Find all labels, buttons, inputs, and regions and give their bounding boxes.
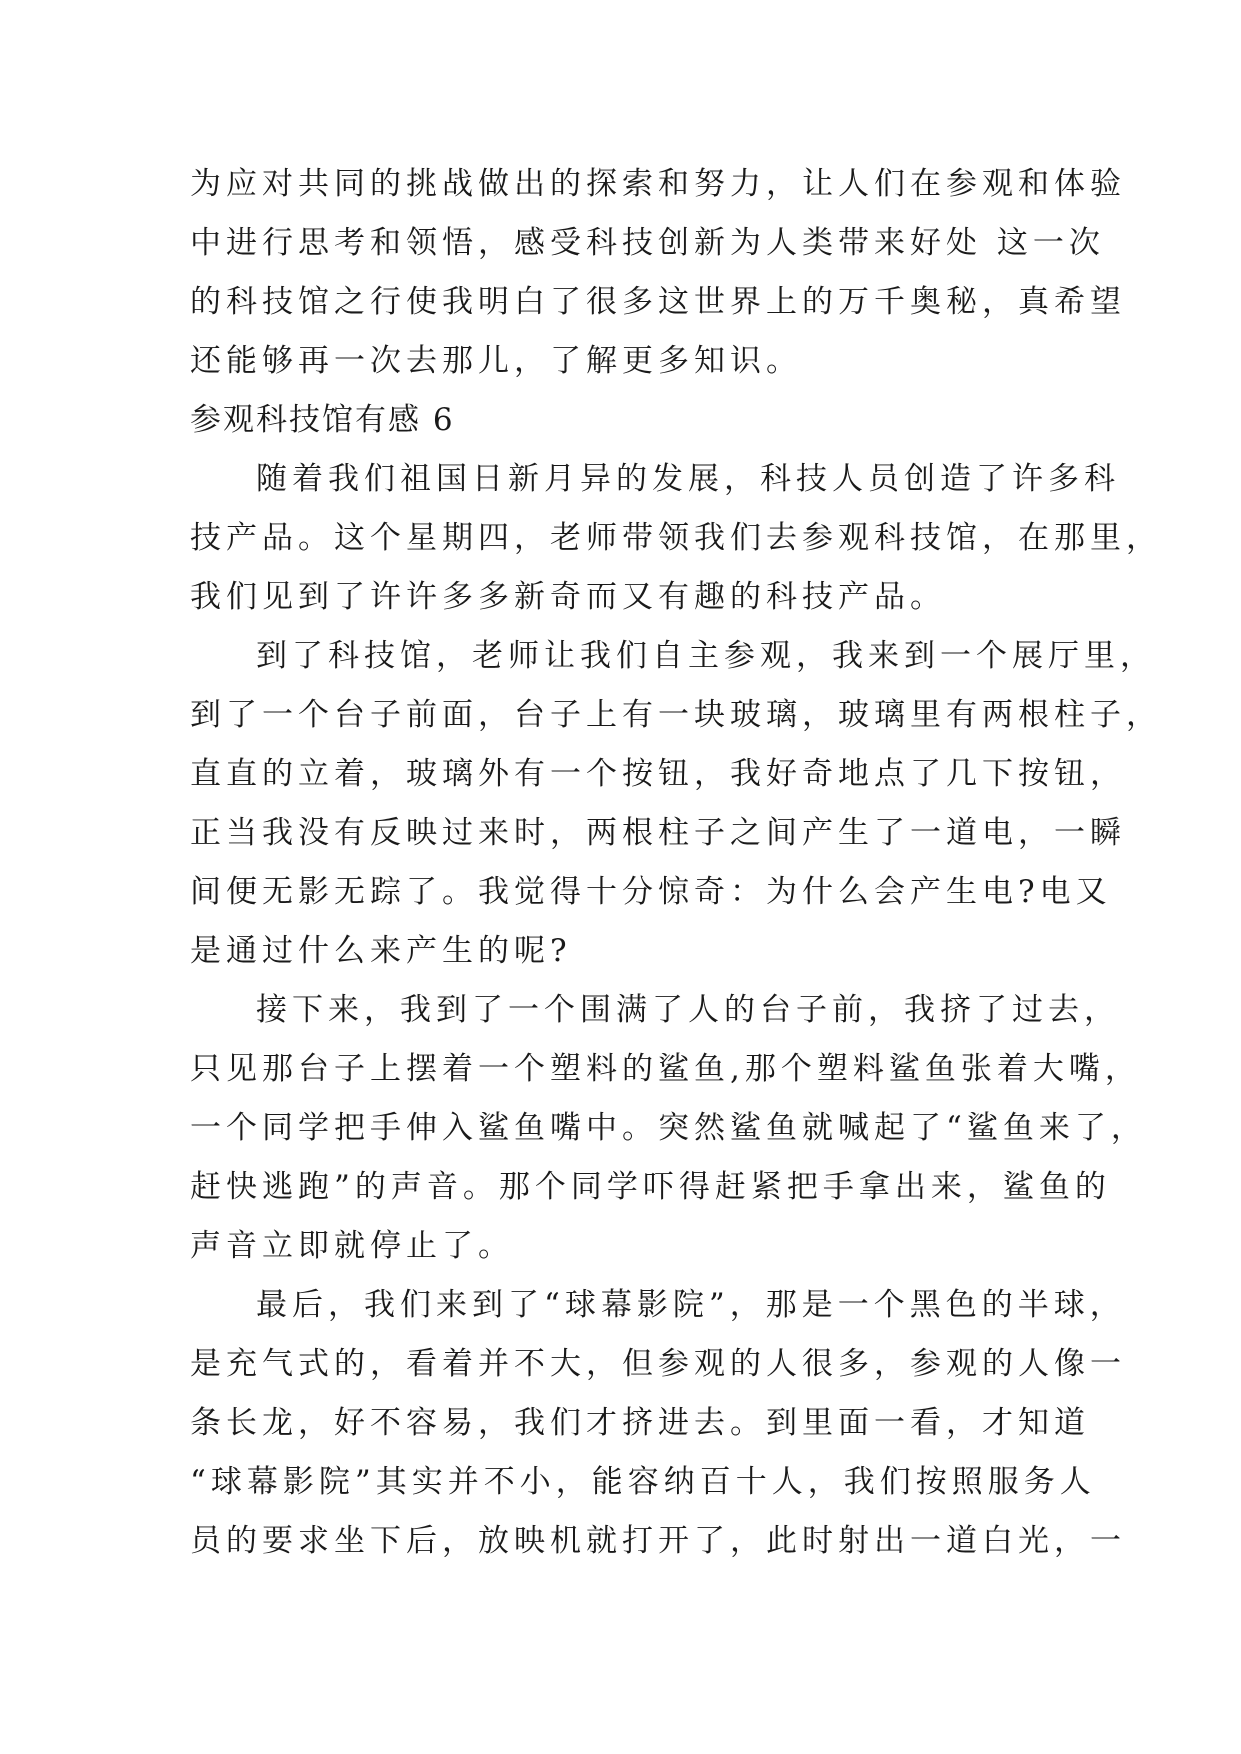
heading-text: 参观科技馆有感 6: [190, 402, 455, 438]
text-line: 只见那台子上摆着一个塑料的鲨鱼,那个塑料鲨鱼张着大嘴，: [190, 1051, 1141, 1087]
text-line: “球幕影院”其实并不小，能容纳百十人，我们按照服务人: [190, 1464, 1096, 1500]
text-line: 直直的立着，玻璃外有一个按钮，我好奇地点了几下按钮，: [190, 756, 1126, 792]
text-line: 是通过什么来产生的呢?: [190, 933, 572, 969]
text-line: 为应对共同的挑战做出的探索和努力，让人们在参观和体验: [190, 166, 1126, 202]
text-line: 间便无影无踪了。我觉得十分惊奇：为什么会产生电?电又: [190, 874, 1112, 910]
text-line: 接下来，我到了一个围满了人的台子前，我挤了过去，: [256, 992, 1120, 1028]
paragraph-3: [190, 981, 1147, 1276]
text-line: 到了科技馆，老师让我们自主参观，我来到一个展厅里，: [256, 638, 1156, 674]
text-line: 我们见到了许许多多新奇而又有趣的科技产品。: [190, 579, 946, 615]
text-line: 还能够再一次去那儿，了解更多知识。: [190, 343, 802, 379]
text-line: 员的要求坐下后，放映机就打开了，此时射出一道白光，一: [190, 1523, 1126, 1559]
text-line: 条长龙，好不容易，我们才挤进去。到里面一看，才知道: [190, 1405, 1090, 1441]
text-line: 声音立即就停止了。: [190, 1228, 514, 1264]
text-line: 是充气式的，看着并不大，但参观的人很多，参观的人像一: [190, 1346, 1126, 1382]
section-heading: [190, 391, 1050, 450]
document-body: [190, 155, 1162, 1571]
text-line: 一个同学把手伸入鲨鱼嘴中。突然鲨鱼就喊起了“鲨鱼来了，: [190, 1110, 1147, 1146]
paragraph-4: [190, 1276, 1126, 1571]
text-line: 中进行思考和领悟，感受科技创新为人类带来好处 这一次: [190, 225, 1105, 261]
text-line: 到了一个台子前面，台子上有一块玻璃，玻璃里有两根柱子，: [190, 697, 1162, 733]
text-line: 最后，我们来到了“球幕影院”，那是一个黑色的半球，: [256, 1287, 1126, 1323]
intro-paragraph: [190, 155, 1126, 391]
text-line: 随着我们祖国日新月异的发展，科技人员创造了许多科: [256, 461, 1120, 497]
text-line: 赶快逃跑”的声音。那个同学吓得赶紧把手拿出来，鲨鱼的: [190, 1169, 1111, 1205]
paragraph-2: [190, 627, 1162, 981]
text-line: 正当我没有反映过来时，两根柱子之间产生了一道电，一瞬: [190, 815, 1126, 851]
text-line: 技产品。这个星期四，老师带领我们去参观科技馆，在那里，: [190, 520, 1162, 556]
text-line: 的科技馆之行使我明白了很多这世界上的万千奥秘，真希望: [190, 284, 1126, 320]
paragraph-1: [190, 450, 1162, 627]
